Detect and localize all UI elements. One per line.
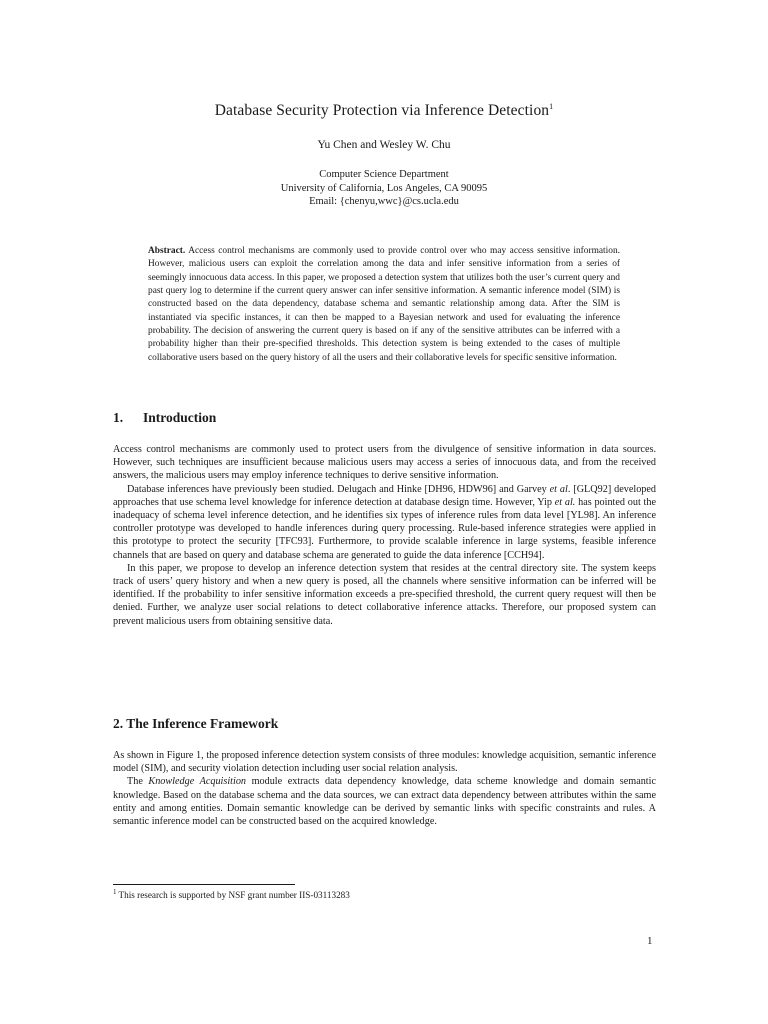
affiliation-email: Email: {chenyu,wwc}@cs.ucla.edu (309, 196, 459, 207)
section-1-title: Introduction (143, 410, 217, 425)
affiliation-university: University of California, Los Angeles, CA 90095 (280, 182, 488, 194)
paper-title (0, 102, 768, 120)
affiliation-department: Computer Science Department (319, 169, 449, 180)
title-footnote-mark: 1 (549, 102, 554, 112)
section-2-paragraph-2 (113, 775, 656, 828)
abstract-text: Access control mechanisms are commonly used to provide control over who may access sensitive information. However, malicious users can exploit the correlation among the data and infer sensitive information from a series of seemingly innocuous data access. In this paper, we proposed a detection system that utilizes both the user’s current query and past query log to determine if the current query answer can infer sensitive information. A semantic inference model (SIM) is constructed based on the data dependency, database schema and semantic relationship among data. After the SIM is instantiated via specific instances, it can then be mapped to a Bayesian network and used for evaluating the inference probability. The decision of answering the current query is based on if any of the sensitive attributes can be inferred with a probability higher than their pre-specified thresholds. This detection system is being extended to the cases of multiple collaborative users based on the query history of all the users and their collaborative levels for specific sensitive information. (148, 246, 620, 363)
s2p2-text-b: module extracts data dependency knowledge, data scheme knowledge and domain semantic knowledge. Based on the database schema and the data sources, we can extract data dependency between attributes within the same entity and among entities. Domain semantic knowledge can be derived by semantic links with specific constraints and rules. A semantic inference model can be constructed based on the acquired knowledge. (113, 776, 656, 828)
section-1-body (113, 443, 656, 628)
p2-italic-2: et al. (554, 496, 576, 508)
section-2-paragraph-1: As shown in Figure 1, the proposed inference detection system consists of three modules: knowledge acquisition, semantic inference model (SIM), and security violation detection including user social relation analysis. (113, 750, 656, 775)
section-1-heading (113, 410, 216, 426)
p2-italic-1: et al (549, 483, 568, 495)
section-1-paragraph-1: Access control mechanisms are commonly used to protect users from the divulgence of sensitive information in data sources. However, such techniques are insufficient because malicious users may access a series of innocuous data, and from the received answers, the malicious users may employ inference techniques to derive sensitive information. (113, 444, 656, 482)
s2p2-text-a: The (127, 776, 149, 788)
title-text: Database Security Protection via Inference Detection (214, 102, 550, 120)
p2-text-a: Database inferences have previously been studied. Delugach and Hinke [DH96, HDW96] and Garvey (127, 483, 550, 495)
affiliation (0, 168, 768, 209)
footnote-text: This research is supported by NSF grant number IIS-03113283 (118, 890, 350, 900)
page-number: 1 (647, 935, 653, 947)
section-2-heading: 2. The Inference Framework (113, 716, 279, 731)
footnote (113, 887, 350, 900)
p2-text-c: has pointed out the inadequacy of schema level inference detection, and he identifies six types of inference rules from data level [YL98]. An inference controller prototype was developed to handle inferences during query processing. Rule-based inference strategies were applied in this prototype to protect the security [TFC93]. Furthermore, to provide scalable inference in large systems, feasible inference channels that are based on query and database schema are generated to guide the data inference [CCH94]. (113, 496, 656, 561)
section-1-paragraph-2 (113, 483, 656, 562)
abstract-label: Abstract. (148, 246, 186, 256)
abstract (148, 245, 620, 365)
section-2-body (113, 749, 656, 828)
footnote-mark: 1 (113, 887, 117, 896)
section-1-paragraph-3: In this paper, we propose to develop an inference detection system that resides at the central directory site. The system keeps track of users’ query history and when a new query is posed, all the channels where sensitive information can be inferred will be identified. If the probability to infer sensitive information exceeds a pre-specified threshold, the current query request will then be denied. Further, we analyze user social relations to detect collaborative inference attacks. Therefore, our proposed system can prevent malicious users from obtaining sensitive data. (113, 562, 656, 627)
p2-text-b: . [GLQ92] developed approaches that use schema level knowledge for inference detection at database design time. However, Yip (113, 483, 656, 508)
s2p2-italic-1: Knowledge Acquisition (148, 776, 247, 788)
section-1-number: 1. (113, 410, 124, 425)
authors: Yu Chen and Wesley W. Chu (317, 139, 451, 151)
footnote-divider (113, 884, 295, 885)
